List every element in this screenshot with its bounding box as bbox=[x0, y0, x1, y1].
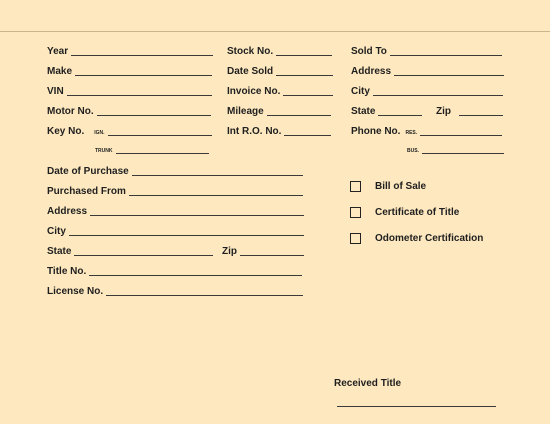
phone-no-field[interactable] bbox=[351, 123, 502, 137]
address-field[interactable] bbox=[351, 63, 504, 77]
date-sold-label: Date Sold bbox=[227, 66, 274, 77]
zip-label: Zip bbox=[436, 106, 451, 117]
state-field[interactable] bbox=[351, 103, 422, 117]
purchase-city-field[interactable] bbox=[47, 223, 304, 237]
vin-label: VIN bbox=[47, 86, 64, 97]
odometer-certification-label: Odometer Certification bbox=[375, 232, 484, 244]
date-of-purchase-label: Date of Purchase bbox=[47, 166, 129, 177]
received-title-heading bbox=[334, 375, 401, 389]
certificate-of-title-checkbox[interactable] bbox=[350, 207, 361, 218]
year-label: Year bbox=[47, 46, 69, 57]
certificate-of-title-label: Certificate of Title bbox=[375, 206, 460, 218]
purchased-from-field[interactable] bbox=[47, 183, 303, 197]
received-title-signature-line[interactable] bbox=[337, 406, 496, 407]
year-line[interactable] bbox=[71, 55, 213, 56]
make-field[interactable] bbox=[47, 63, 212, 77]
mileage-label: Mileage bbox=[227, 106, 264, 117]
key-no-field[interactable] bbox=[47, 123, 212, 137]
city-line[interactable] bbox=[373, 95, 503, 96]
city-label: City bbox=[351, 86, 370, 97]
purchased-from-line[interactable] bbox=[129, 195, 303, 196]
license-no-label: License No. bbox=[47, 286, 104, 297]
title-no-label: Title No. bbox=[47, 266, 87, 277]
vin-line[interactable] bbox=[67, 95, 212, 96]
bus-label: BUS. bbox=[407, 148, 419, 154]
bus-line[interactable] bbox=[422, 153, 504, 154]
date-sold-field[interactable] bbox=[227, 63, 333, 77]
title-no-line[interactable] bbox=[89, 275, 302, 276]
date-sold-line[interactable] bbox=[276, 75, 333, 76]
ign-line[interactable] bbox=[108, 135, 212, 136]
invoice-no-field[interactable] bbox=[227, 83, 333, 97]
state-line[interactable] bbox=[378, 115, 422, 116]
sold-to-field[interactable] bbox=[351, 43, 502, 57]
purchase-state-line[interactable] bbox=[74, 255, 213, 256]
bill-of-sale-option[interactable] bbox=[350, 179, 426, 193]
stock-no-line[interactable] bbox=[276, 55, 332, 56]
purchase-zip-field[interactable] bbox=[222, 243, 304, 257]
make-label: Make bbox=[47, 66, 73, 77]
trunk-field[interactable] bbox=[95, 141, 209, 155]
address-line[interactable] bbox=[394, 75, 504, 76]
sold-to-label: Sold To bbox=[351, 46, 387, 57]
motor-no-label: Motor No. bbox=[47, 106, 94, 117]
res-line[interactable] bbox=[420, 135, 502, 136]
purchase-city-label: City bbox=[47, 226, 66, 237]
bill-of-sale-checkbox[interactable] bbox=[350, 181, 361, 192]
zip-line[interactable] bbox=[459, 115, 503, 116]
invoice-no-label: Invoice No. bbox=[227, 86, 281, 97]
sold-to-line[interactable] bbox=[390, 55, 502, 56]
purchase-state-field[interactable] bbox=[47, 243, 213, 257]
odometer-certification-checkbox[interactable] bbox=[350, 233, 361, 244]
date-of-purchase-line[interactable] bbox=[132, 175, 303, 176]
certificate-of-title-option[interactable] bbox=[350, 205, 459, 219]
license-no-field[interactable] bbox=[47, 283, 303, 297]
date-of-purchase-field[interactable] bbox=[47, 163, 303, 177]
city-field[interactable] bbox=[351, 83, 503, 97]
int-ro-no-line[interactable] bbox=[284, 135, 331, 136]
purchase-city-line[interactable] bbox=[69, 235, 304, 236]
state-label: State bbox=[351, 106, 376, 117]
motor-no-line[interactable] bbox=[97, 115, 211, 116]
purchased-from-label: Purchased From bbox=[47, 186, 126, 197]
license-no-line[interactable] bbox=[106, 295, 303, 296]
motor-no-field[interactable] bbox=[47, 103, 211, 117]
mileage-field[interactable] bbox=[227, 103, 331, 117]
vin-field[interactable] bbox=[47, 83, 212, 97]
ign-label: IGN. bbox=[94, 130, 105, 136]
top-rule bbox=[0, 31, 550, 32]
stock-no-label: Stock No. bbox=[227, 46, 274, 57]
key-no-label: Key No. bbox=[47, 126, 85, 137]
odometer-certification-option[interactable] bbox=[350, 231, 483, 245]
purchase-address-label: Address bbox=[47, 206, 88, 217]
bus-field[interactable] bbox=[407, 141, 504, 155]
year-field[interactable] bbox=[47, 43, 213, 57]
phone-no-label: Phone No. bbox=[351, 126, 401, 137]
purchase-state-label: State bbox=[47, 246, 72, 257]
purchase-zip-label: Zip bbox=[222, 246, 237, 257]
trunk-line[interactable] bbox=[116, 153, 209, 154]
trunk-label: TRUNK bbox=[95, 148, 113, 154]
zip-field[interactable] bbox=[436, 103, 503, 117]
bill-of-sale-label: Bill of Sale bbox=[375, 180, 427, 192]
make-line[interactable] bbox=[75, 75, 212, 76]
mileage-line[interactable] bbox=[267, 115, 331, 116]
invoice-no-line[interactable] bbox=[283, 95, 333, 96]
int-ro-no-label: Int R.O. No. bbox=[227, 126, 282, 137]
purchase-address-line[interactable] bbox=[90, 215, 304, 216]
res-label: RES. bbox=[405, 130, 418, 136]
received-title-label: Received Title bbox=[334, 378, 402, 389]
purchase-zip-line[interactable] bbox=[240, 255, 304, 256]
title-no-field[interactable] bbox=[47, 263, 302, 277]
stock-no-field[interactable] bbox=[227, 43, 332, 57]
purchase-address-field[interactable] bbox=[47, 203, 304, 217]
address-label: Address bbox=[351, 66, 392, 77]
int-ro-no-field[interactable] bbox=[227, 123, 331, 137]
